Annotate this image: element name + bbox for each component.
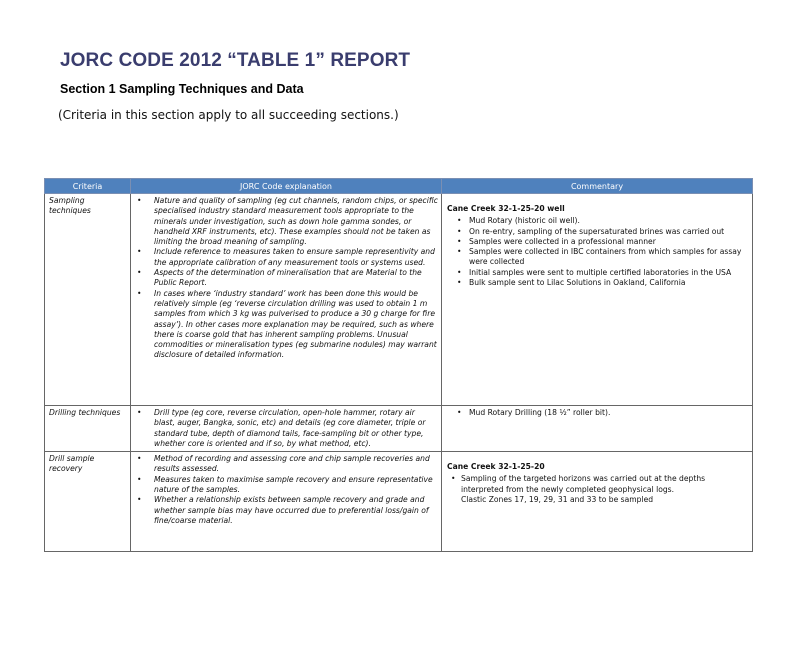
bullet-icon: • <box>457 226 462 236</box>
bullet-icon: • <box>137 288 142 298</box>
table-row <box>45 406 753 452</box>
bullet-icon: • <box>457 247 462 257</box>
list-item: • Whether a relationship exists between sample recovery and grade and whether sample bias may have occurred due to preferential loss/gain of fine/coarse material. <box>137 495 429 525</box>
bullet-icon: • <box>451 474 456 484</box>
jorc-table <box>44 178 753 552</box>
list-item: • In cases where ‘industry standard’ work has been done this would be relatively simple (eg ‘reverse circulation drilling was used to obtain 1 m samples from which 3 kg was pulverised to produce a 30 g charge for fire assay’). In other cases more explanation may be required, such as where there is coarse gold that has inherent sampling problems. Unusual commodities or mineralisation types (eg submarine nodules) may warrant disclosure of detailed information. <box>137 288 437 360</box>
list-item: • Sampling of the targeted horizons was carried out at the depths interpreted from the newly completed geophysical logs. <box>451 474 706 494</box>
header-criteria: Criteria <box>45 179 131 194</box>
bullet-icon: • <box>137 196 142 205</box>
bullet-icon: • <box>457 408 462 417</box>
commentary-heading: Cane Creek 32-1-25-20 well <box>447 204 565 213</box>
bullet-icon: • <box>457 236 462 246</box>
list-item: • Initial samples were sent to multiple certified laboratories in the USA <box>457 267 732 277</box>
commentary-heading: Cane Creek 32-1-25-20 <box>447 462 545 472</box>
commentary-cell <box>442 194 753 406</box>
document-title: JORC CODE 2012 “TABLE 1” REPORT <box>60 50 411 71</box>
section-note: (Criteria in this section apply to all succeeding sections.) <box>58 108 399 122</box>
header-commentary: Commentary <box>442 179 753 194</box>
list-item: • Mud Rotary (historic oil well). <box>457 216 580 226</box>
criteria-cell: Drill sample recovery <box>45 452 131 552</box>
explanation-cell <box>131 406 442 452</box>
criteria-cell: Sampling techniques <box>45 194 131 406</box>
list-item: • Samples were collected in IBC containers from which samples for assay were collected <box>457 247 742 267</box>
list-item: • Method of recording and assessing core and chip sample recoveries and results assessed. <box>137 454 430 474</box>
table-header-row <box>45 179 753 194</box>
list-item: • Bulk sample sent to Lilac Solutions in Oakland, California <box>457 278 686 288</box>
explanation-cell <box>131 194 442 406</box>
list-item: • Drill type (eg core, reverse circulation, open-hole hammer, rotary air blast, auger, Bangka, sonic, etc) and details (eg core diameter, triple or standard tube, depth of diamond tails, face-sampling bit or other type, whether core is oriented and if so, by what method, etc). <box>137 408 426 448</box>
bullet-icon: • <box>137 247 142 257</box>
bullet-icon: • <box>137 408 142 417</box>
bullet-icon: • <box>137 474 142 484</box>
explanation-cell <box>131 452 442 552</box>
bullet-icon: • <box>137 268 142 278</box>
bullet-icon: • <box>137 454 142 464</box>
bullet-icon: • <box>137 495 142 505</box>
bullet-icon: • <box>457 267 462 277</box>
list-item: • Mud Rotary Drilling (18 ½” roller bit). <box>457 408 611 417</box>
list-item: • Include reference to measures taken to ensure sample representivity and the appropriate calibration of any measurement tools or systems used. <box>137 247 435 267</box>
list-item: • On re-entry, sampling of the supersaturated brines was carried out <box>457 226 725 236</box>
list-item: • Aspects of the determination of mineralisation that are Material to the Public Report. <box>137 268 422 288</box>
list-item: • Measures taken to maximise sample recovery and ensure representative nature of the samples. <box>137 474 433 495</box>
list-item: • Samples were collected in a professional manner <box>457 236 656 246</box>
bullet-icon: • <box>457 216 462 226</box>
commentary-cell <box>442 406 753 452</box>
criteria-cell: Drilling techniques <box>45 406 131 452</box>
table-row <box>45 194 753 406</box>
commentary-extra: Clastic Zones 17, 19, 29, 31 and 33 to be sampled <box>461 495 654 505</box>
table-row <box>45 452 753 552</box>
list-item: • Nature and quality of sampling (eg cut channels, random chips, or specific specialised industry standard measurement tools appropriate to the minerals under investigation, such as down hole gamma sondes, or handheld XRF instruments, etc). These examples should not be taken as limiting the broad meaning of sampling. <box>137 196 438 247</box>
header-explanation: JORC Code explanation <box>131 179 442 194</box>
section-title: Section 1 Sampling Techniques and Data <box>60 82 304 96</box>
bullet-icon: • <box>457 278 462 288</box>
commentary-cell <box>442 452 753 552</box>
